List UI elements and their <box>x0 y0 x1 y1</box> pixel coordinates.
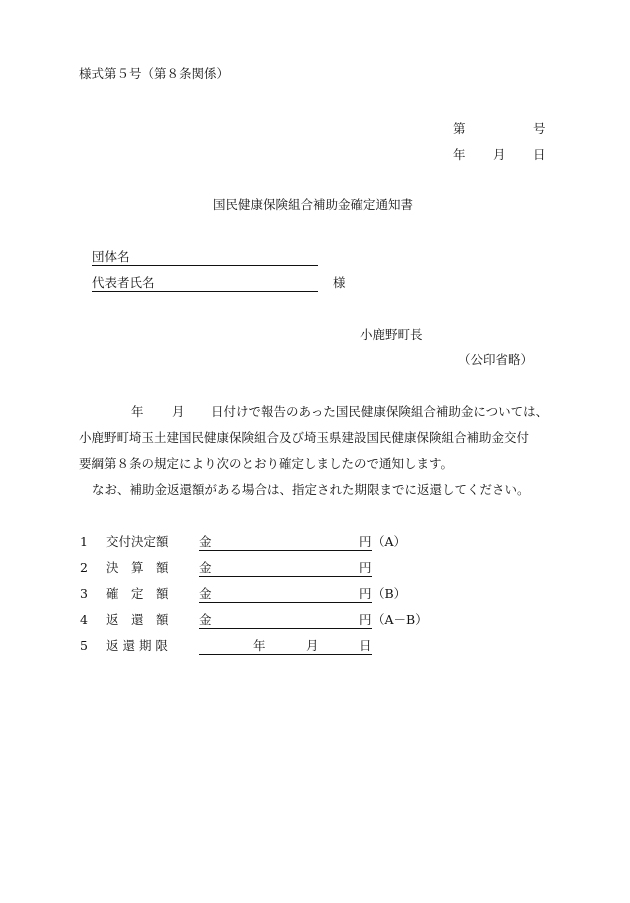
org-name-label: 団体名 <box>92 249 130 264</box>
honorific: 様 <box>333 275 346 290</box>
amount-prefix: 金 <box>199 612 212 627</box>
item-note: （A） <box>372 534 407 549</box>
form-number: 様式第５号（第８条関係） <box>79 66 230 81</box>
item-label: 交付決定額 <box>106 534 169 549</box>
item-note: （B） <box>372 586 407 601</box>
body-line3: 要綱第８条の規定により次のとおり確定しましたので通知します。 <box>79 456 454 471</box>
seal-note: （公印省略） <box>458 352 534 367</box>
body-line2: 小鹿野町埼玉土建国民健康保険組合及び埼玉県建設国民健康保険組合補助金交付 <box>79 430 530 445</box>
item-number: 2 <box>80 560 88 575</box>
item-number: 1 <box>80 534 88 549</box>
item-number: 5 <box>80 638 88 653</box>
item-note: （A－B） <box>372 612 428 627</box>
rep-name-label: 代表者氏名 <box>92 275 155 290</box>
document-title: 国民健康保険組合補助金確定通知書 <box>213 197 414 212</box>
deadline-label: 返 還 期 限 <box>106 638 168 653</box>
deadline-month: 月 <box>306 638 319 653</box>
body-year: 年 <box>131 404 144 419</box>
item-number: 3 <box>80 586 88 601</box>
org-name-line <box>92 249 318 266</box>
item-number: 4 <box>80 612 88 627</box>
date-month: 月 <box>493 147 506 162</box>
deadline-line <box>199 638 372 655</box>
item-label: 返 還 額 <box>106 612 169 627</box>
body-line1-rest: 日付けで報告のあった国民健康保険組合補助金については、 <box>211 404 549 419</box>
amount-prefix: 金 <box>199 560 212 575</box>
amount-line <box>199 586 372 603</box>
amount-line <box>199 560 372 577</box>
deadline-day: 日 <box>359 638 372 653</box>
amount-unit: 円 <box>359 612 372 627</box>
rep-name-line <box>92 275 318 292</box>
amount-prefix: 金 <box>199 534 212 549</box>
amount-line <box>199 534 372 551</box>
body-month: 月 <box>172 404 185 419</box>
amount-line <box>199 612 372 629</box>
date-year: 年 <box>453 147 466 162</box>
deadline-year: 年 <box>253 638 266 653</box>
date-day: 日 <box>533 147 546 162</box>
body-line4: なお、補助金返還額がある場合は、指定された期限までに返還してください。 <box>92 482 530 497</box>
sender-name: 小鹿野町長 <box>360 327 423 342</box>
doc-number-prefix: 第 <box>453 121 466 136</box>
amount-unit: 円 <box>359 560 372 575</box>
amount-prefix: 金 <box>199 586 212 601</box>
amount-unit: 円 <box>359 534 372 549</box>
item-label: 確 定 額 <box>106 586 169 601</box>
amount-unit: 円 <box>359 586 372 601</box>
doc-number-suffix: 号 <box>533 121 546 136</box>
item-label: 決 算 額 <box>106 560 169 575</box>
